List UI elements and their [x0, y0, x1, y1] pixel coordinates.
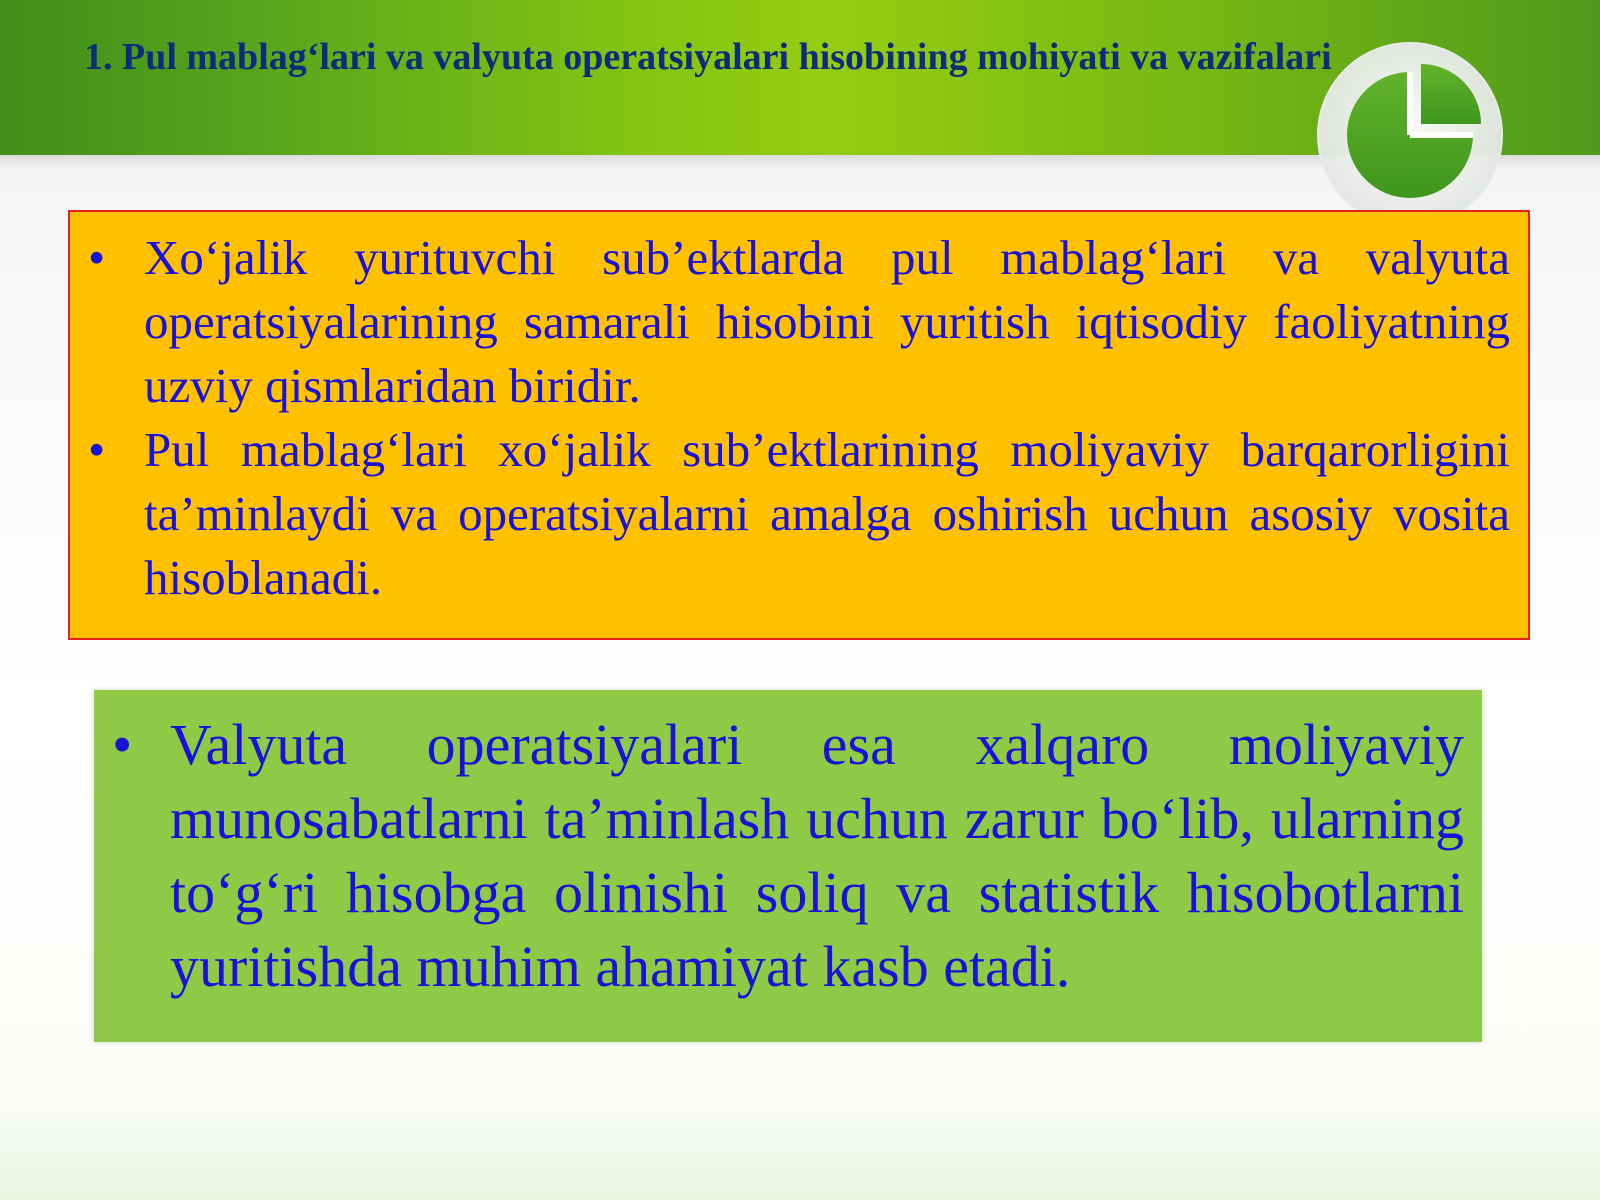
- pie-chart-logo-icon: [1305, 30, 1535, 230]
- orange-text-box: [68, 210, 1530, 640]
- slide-title: 1. Pul mablag‘lari va valyuta operatsiyalari hisobining mohiyati va vazifalari: [84, 36, 1332, 78]
- list-item: [88, 418, 1510, 610]
- list-item: [88, 226, 1510, 418]
- bottom-background-glow: [0, 1100, 1600, 1200]
- bullet-icon: •: [88, 422, 106, 477]
- green-text-box: [94, 690, 1482, 1042]
- bullet-text: Pul mablag‘lari xo‘jalik sub’ektlarining moliyaviy barqarorligini ta’minlaydi va operatsiyalarni amalga oshirish uchun asosiy vosita hisoblanadi.: [144, 422, 1510, 605]
- bullet-icon: •: [112, 712, 133, 777]
- bullet-icon: •: [88, 230, 106, 285]
- bullet-text: Xo‘jalik yurituvchi sub’ektlarda pul mablag‘lari va valyuta operatsiyalarining samarali hisobini yuritish iqtisodiy faoliyatning uzviy qismlaridan biridir.: [144, 230, 1510, 413]
- list-item: [112, 708, 1464, 1004]
- orange-bullet-list: [88, 226, 1510, 610]
- green-bullet-list: [112, 708, 1464, 1004]
- bullet-text: Valyuta operatsiyalari esa xalqaro moliyaviy munosabatlarni ta’minlash uchun zarur bo‘lib, ularning to‘g‘ri hisobga olinishi soliq va statistik hisobotlarni yuritishda muhim ahamiyat kasb etadi.: [170, 712, 1464, 999]
